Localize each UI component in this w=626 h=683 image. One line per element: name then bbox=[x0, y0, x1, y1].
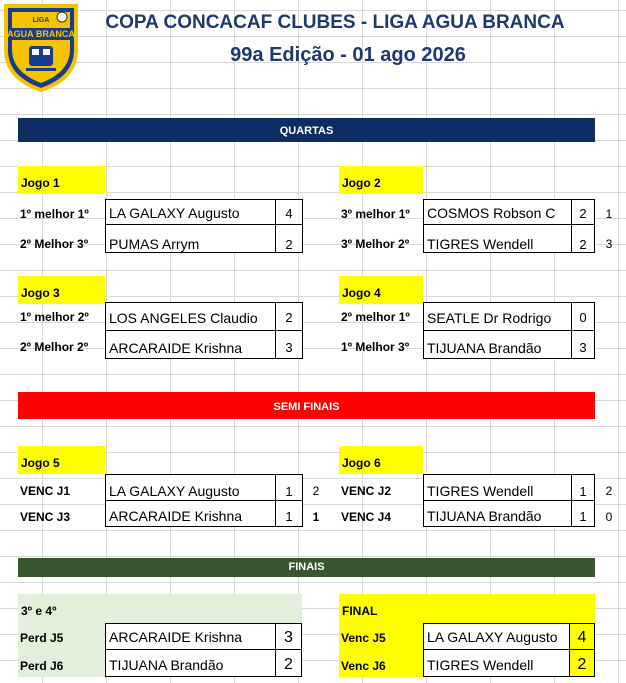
jogo4-label: Jogo 4 bbox=[339, 276, 423, 304]
finais-banner: FINAIS bbox=[18, 558, 595, 577]
jogo1-label: Jogo 1 bbox=[18, 166, 105, 194]
jogo1-row1-score[interactable]: 4 bbox=[275, 199, 303, 225]
jogo5-row2-score[interactable]: 1 bbox=[275, 500, 303, 527]
jogo5-label: Jogo 5 bbox=[18, 446, 105, 474]
jogo3-row2-team[interactable]: ARCARAIDE Krishna bbox=[105, 330, 276, 359]
final-row1-label: Venc J5 bbox=[341, 631, 386, 645]
logo-text-top: LIGA bbox=[32, 17, 50, 24]
jogo1-row1-team[interactable]: LA GALAXY Augusto bbox=[105, 199, 276, 225]
final-row1-team[interactable]: LA GALAXY Augusto bbox=[423, 623, 570, 650]
page-title: COPA CONCACAF CLUBES - LIGA AGUA BRANCA bbox=[105, 12, 565, 33]
edition-subtitle: 99a Edição - 01 ago 2026 bbox=[230, 44, 466, 66]
jogo1-row2-team[interactable]: PUMAS Arrym bbox=[105, 224, 276, 253]
jogo1-row2-score[interactable]: 2 bbox=[275, 224, 303, 253]
jogo4-row1-score[interactable]: 0 bbox=[571, 302, 595, 331]
jogo6-row1-team[interactable]: TIGRES Wendell bbox=[423, 474, 572, 501]
jogo5-row1-team[interactable]: LA GALAXY Augusto bbox=[105, 474, 276, 501]
jogo3-label: Jogo 3 bbox=[18, 276, 105, 304]
jogo2-label: Jogo 2 bbox=[339, 166, 423, 194]
final-row2-score[interactable]: 2 bbox=[569, 649, 595, 677]
jogo6-row2-extra: 0 bbox=[605, 510, 613, 524]
semi-finais-banner: SEMI FINAIS bbox=[18, 392, 595, 419]
jogo2-row2-extra: 3 bbox=[605, 237, 613, 251]
jogo2-row2-team[interactable]: TIGRES Wendell bbox=[423, 224, 572, 253]
jogo6-label: Jogo 6 bbox=[339, 446, 423, 474]
final-label: FINAL bbox=[342, 604, 378, 618]
jogo4-row1-team[interactable]: SEATLE Dr Rodrigo bbox=[423, 302, 572, 331]
jogo6-row1-extra: 2 bbox=[605, 484, 613, 498]
third-row2-team[interactable]: TIJUANA Brandão bbox=[105, 649, 276, 677]
third-row2-score[interactable]: 2 bbox=[275, 649, 302, 677]
jogo6-row2-team[interactable]: TIJUANA Brandão bbox=[423, 500, 572, 527]
jogo2-row2-label: 3º Melhor 2º bbox=[341, 237, 410, 251]
jogo5-row1-score[interactable]: 1 bbox=[275, 474, 303, 501]
third-row1-score[interactable]: 3 bbox=[275, 623, 302, 650]
final-row2-label: Venc J6 bbox=[341, 659, 386, 673]
jogo5-row2-label: VENC J3 bbox=[20, 510, 71, 524]
jogo3-row1-label: 1º melhor 2º bbox=[20, 310, 89, 324]
jogo2-row2-score[interactable]: 2 bbox=[571, 224, 595, 253]
jogo3-row2-label: 2º Melhor 2º bbox=[20, 340, 89, 354]
third-row1-label: Perd J5 bbox=[20, 631, 64, 645]
jogo4-row1-label: 2º melhor 1º bbox=[341, 310, 410, 324]
jogo1-row2-label: 2º Melhor 3º bbox=[20, 237, 89, 251]
third-row2-label: Perd J6 bbox=[20, 659, 64, 673]
jogo2-row1-score[interactable]: 2 bbox=[571, 199, 595, 225]
jogo6-row2-label: VENC J4 bbox=[341, 510, 392, 524]
jogo5-row1-label: VENC J1 bbox=[20, 484, 71, 498]
jogo4-row2-team[interactable]: TIJUANA Brandão bbox=[423, 330, 572, 359]
final-row1-score[interactable]: 4 bbox=[569, 623, 595, 650]
jogo5-row1-extra: 2 bbox=[312, 484, 320, 498]
jogo2-row1-extra: 1 bbox=[605, 207, 613, 221]
logo-text-main: AGUA BRANCA bbox=[7, 29, 75, 39]
third-row1-team[interactable]: ARCARAIDE Krishna bbox=[105, 623, 276, 650]
jogo2-row1-team[interactable]: COSMOS Robson C bbox=[423, 199, 572, 225]
third-place-label: 3º e 4º bbox=[21, 604, 57, 618]
jogo6-row1-label: VENC J2 bbox=[341, 484, 392, 498]
jogo3-row1-score[interactable]: 2 bbox=[275, 302, 303, 331]
jogo1-row1-label: 1º melhor 1º bbox=[20, 207, 89, 221]
jogo3-row2-score[interactable]: 3 bbox=[275, 330, 303, 359]
jogo6-row2-score[interactable]: 1 bbox=[571, 500, 595, 527]
jogo4-row2-label: 1º Melhor 3º bbox=[341, 340, 410, 354]
jogo2-row1-label: 3º melhor 1º bbox=[341, 207, 410, 221]
jogo5-row2-extra: 1 bbox=[312, 510, 320, 524]
quartas-banner: QUARTAS bbox=[18, 118, 595, 142]
final-row2-team[interactable]: TIGRES Wendell bbox=[423, 649, 570, 677]
jogo6-row1-score[interactable]: 1 bbox=[571, 474, 595, 501]
jogo5-row2-team[interactable]: ARCARAIDE Krishna bbox=[105, 500, 276, 527]
jogo4-row2-score[interactable]: 3 bbox=[571, 330, 595, 359]
jogo3-row1-team[interactable]: LOS ANGELES Claudio bbox=[105, 302, 276, 331]
